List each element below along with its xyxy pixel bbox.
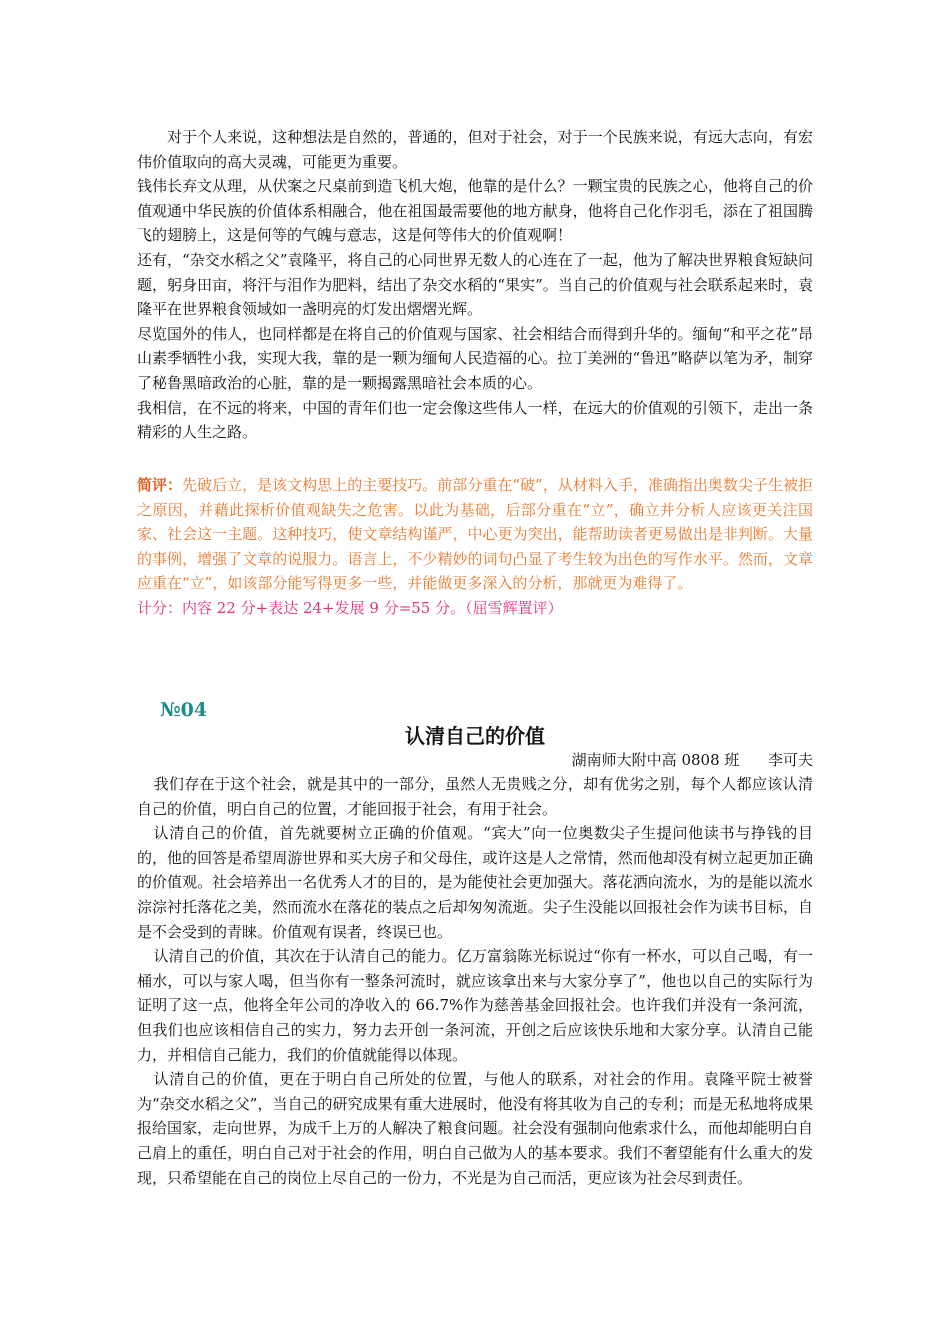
essay-body [137, 772, 813, 1190]
comment-lead-label: 简评： [137, 476, 183, 494]
entry-number: №04 [160, 699, 208, 721]
score-line: 计分：内容 22 分+表达 24+发展 9 分=55 分。（屈雪辉置评） [137, 598, 563, 617]
paragraph: 我们存在于这个社会，就是其中的一部分，虽然人无贵贱之分，却有优劣之别，每个人都应该认清自己的价值，明白自己的位置，才能回报于社会，有用于社会。 [137, 775, 813, 818]
paragraph: 认清自己的价值，其次在于认清自己的能力。亿万富翁陈光标说过“你有一杯水，可以自己喝，有一桶水，可以与家人喝，但当你有一整条河流时，就应该拿出来与大家分享了”，他也以自己的实际行为证明了这一点，他将全年公司的净收入的 66.7%作为慈善基金回报社会。也许我们并没有一条河流，但我们也应该相信自己的实力，努力去开创一条河流，开创之后应该快乐地和大家分享。认清自己能力，并相信自己能力，我们的价值就能得以体现。 [137, 947, 813, 1064]
paragraph: 钱伟长弃文从理，从伏案之尺桌前到造飞机大炮，他靠的是什么？一颗宝贵的民族之心，他将自己的价值观通中华民族的价值体系相融合，他在祖国最需要他的地方献身，他将自己化作羽毛，添在了祖国腾飞的翅膀上，这是何等的气魄与意志，这是何等伟大的价值观啊！ [137, 177, 813, 245]
paragraph: 认清自己的价值，更在于明白自己所处的位置，与他人的联系，对社会的作用。袁隆平院士被誉为“杂交水稻之父”，当自己的研究成果有重大进展时，他没有将其收为自己的专利；而是无私地将成果报给国家，走向世界，为成千上万的人解决了粮食问题。社会没有强制向他索求什么，而他却能明白自己肩上的重任，明白自己对于社会的作用，明白自己做为人的基本要求。我们不奢望能有什么重大的发现，只希望能在自己的岗位上尽自己的一份力，不光是为自己而活，更应该为社会尽到责任。 [137, 1070, 813, 1187]
paragraph: 我相信，在不远的将来，中国的青年们也一定会像这些伟人一样，在远大的价值观的引领下，走出一条精彩的人生之路。 [137, 398, 813, 442]
paragraph: 还有，“杂交水稻之父”袁隆平，将自己的心同世界无数人的心连在了一起，他为了解决世界粮食短缺问题，躬身田亩，将汗与泪作为肥料，结出了杂交水稻的“果实”。当自己的价值观与社会联系起来时，袁隆平在世界粮食领域如一盏明亮的灯发出熠熠光辉。 [137, 250, 813, 319]
essay-author: 湖南师大附中高 0808 班 李可夫 [571, 751, 813, 769]
paragraph: 认清自己的价值，首先就要树立正确的价值观。“宾大”向一位奥数尖子生提问他读书与挣钱的目的，他的回答是希望周游世界和买大房子和父母住，或许这是人之常情，然而他却没有树立起更加正确的价值观。社会培养出一名优秀人才的目的，是为能使社会更加强大。落花洒向流水，为的是能以流水淙淙衬托落花之美，然而流水在落花的装点之后却匆匆流逝。尖子生没能以回报社会作为读书目标，自是不会受到的青睐。价值观有误者，终误已也。 [137, 824, 813, 941]
comment-text: 先破后立，是该文构思上的主要技巧。前部分重在“破”，从材料入手，准确指出奥数尖子生被拒之原因，并藉此探析价值观缺失之危害。以此为基础，后部分重在“立”，确立并分析人应该更关注国家、社会这一主题。这种技巧，使文章结构谨严，中心更为突出，能帮助读者更易做出是非判断。大量的事例，增强了文章的说服力。语言上，不少精妙的词句凸显了考生较为出色的写作水平。然而，文章应重在“立”，如该部分能写得更多一些，并能做更多深入的分析，那就更为难得了。 [137, 476, 813, 593]
paragraph: 对于个人来说，这种想法是自然的，普通的，但对于社会，对于一个民族来说，有远大志向，有宏伟价值取向的高大灵魂，可能更为重要。 [137, 128, 813, 171]
previous-essay-continuation [137, 125, 813, 445]
comment-paragraph [137, 473, 813, 596]
essay-title: 认清自己的价值 [405, 724, 545, 748]
paragraph: 尽览国外的伟人，也同样都是在将自己的价值观与国家、社会相结合而得到升华的。缅甸“和平之花”昂山素季牺牲小我，实现大我，靠的是一颗为缅甸人民造福的心。拉丁美洲的“鲁迅”略萨以笔为矛，制穿了秘鲁黑暗政治的心脏，靠的是一颗揭露黑暗社会本质的心。 [137, 324, 813, 392]
teacher-comment [137, 473, 813, 621]
